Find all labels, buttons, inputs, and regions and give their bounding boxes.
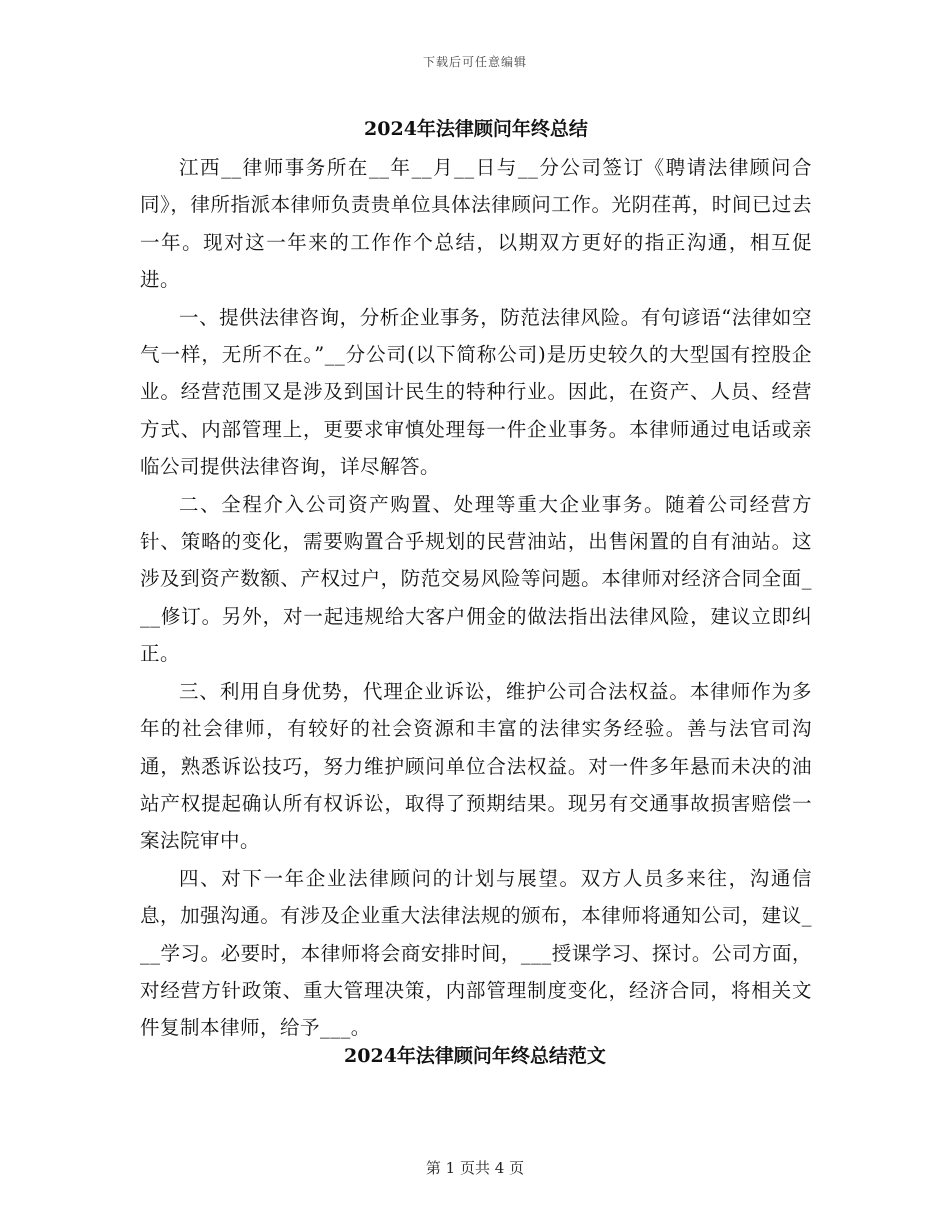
paragraph-section-1: 一、提供法律咨询，分析企业事务，防范法律风险。有句谚语“法律如空气一样，无所不在。”__分公司(以下简称公司)是历史较久的大型国有控股企业。经营范围又是涉及到国计民生的特种行业。因此，在资产、人员、经营方式、内部管理上，更要求审慎处理每一件企业事务。本律师通过电话或亲临公司提供法律咨询，详尽解答。 [140, 305, 812, 479]
document-title: 2024年法律顾问年终总结 [364, 118, 588, 140]
paragraph-section-3: 三、利用自身优势，代理企业诉讼，维护公司合法权益。本律师作为多年的社会律师，有较好的社会资源和丰富的法律实务经验。善与法官司沟通，熟悉诉讼技巧，努力维护顾问单位合法权益。对一件多年悬而未决的油站产权提起确认所有权诉讼，取得了预期结果。现另有交通事故损害赔偿一案法院审中。 [140, 679, 812, 853]
document-body [140, 113, 812, 1047]
page-header-note: 下载后可任意编辑 [422, 55, 527, 69]
page-number-footer: 第 1 页共 4 页 [425, 1159, 525, 1177]
paragraph-section-4: 四、对下一年企业法律顾问的计划与展望。双方人员多来往，沟通信息，加强沟通。有涉及企业重大法律法规的颁布，本律师将通知公司，建议___学习。必要时，本律师将会商安排时间，___授课学习、探讨。公司方面，对经营方针政策、重大管理决策，内部管理制度变化，经济合同，将相关文件复制本律师，给予___。 [140, 866, 812, 1040]
section-title: 2024年法律顾问年终总结范文 [344, 1045, 606, 1067]
paragraph-section-2: 二、全程介入公司资产购置、处理等重大企业事务。随着公司经营方针、策略的变化，需要购置合乎规划的民营油站，出售闲置的自有油站。这涉及到资产数额、产权过户，防范交易风险等问题。本律师对经济合同全面___修订。另外，对一起违规给大客户佣金的做法指出法律风险，建议立即纠正。 [140, 492, 812, 666]
paragraph-intro: 江西__律师事务所在__年__月__日与__分公司签订《聘请法律顾问合同》，律所指派本律师负责贵单位具体法律顾问工作。光阴荏苒，时间已过去一年。现对这一年来的工作作个总结，以期双方更好的指正沟通，相互促进。 [140, 156, 812, 292]
